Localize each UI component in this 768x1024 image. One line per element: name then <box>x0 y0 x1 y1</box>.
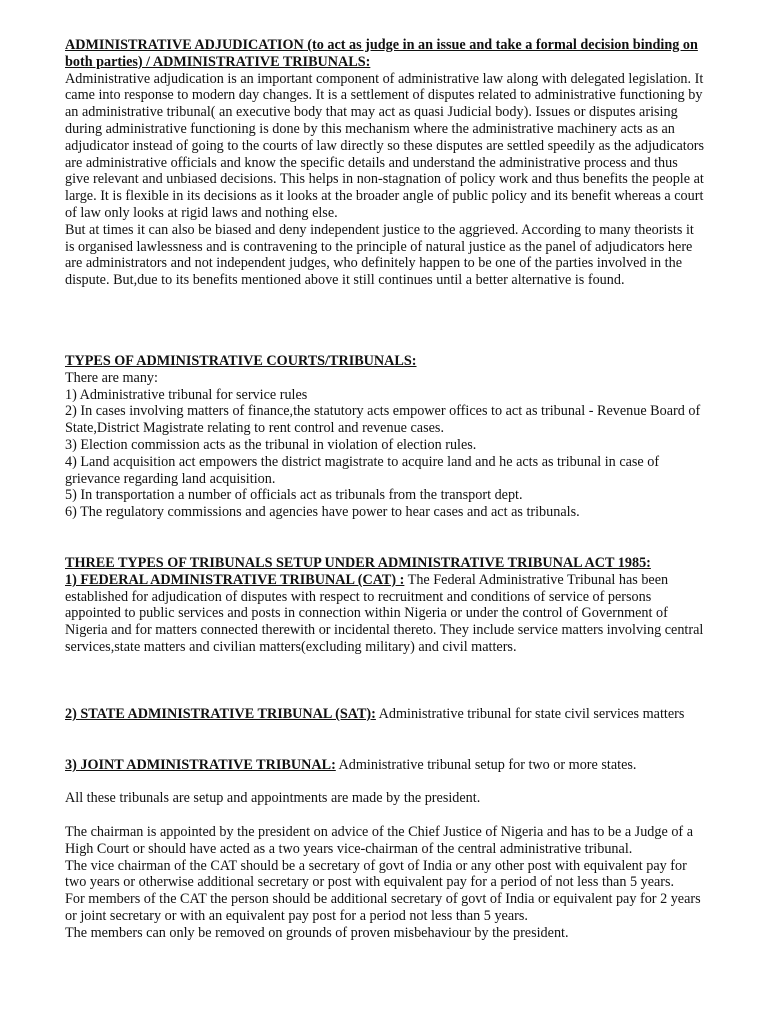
section-administrative-adjudication <box>65 37 705 289</box>
sat-text: Administrative tribunal for state civil services matters <box>375 706 685 722</box>
paragraph-setup: All these tribunals are setup and appointments are made by the president. <box>65 790 481 806</box>
list-item: 2) In cases involving matters of finance,the statutory acts empower offices to act as tribunal - Revenue Board of State,District Magistrate relating to rent control and revenue cases. <box>65 403 701 437</box>
paragraph-members: For members of the CAT the person should be additional secretary of govt of India or equivalent pay for 2 years or joint secretary or with an equivalent pay post for a period not less than 5 years. <box>65 891 701 924</box>
sat-label: 2) STATE ADMINISTRATIVE TRIBUNAL (SAT): <box>65 706 376 722</box>
paragraph-sat <box>65 706 705 723</box>
paragraph-chairman: The chairman is appointed by the president on advice of the Chief Justice of Nigeria and has to be a Judge of a High Court or should have acted as a two years vice-chairman of the central administrative tribunal. <box>65 824 693 857</box>
paragraph: Administrative adjudication is an important component of administrative law along with delegated legislation. It came into response to modern day changes. It is a settlement of disputes related to administrative functioning by an administrative tribunal( an executive body that may act as quasi Judicial body). Issues or disputes arising during administrative functioning is done by this mechanism where the administrative machinery acts as an adjudicator instead of going to the courts of law directly so these disputes are settled speedily as the adjudicators are administrative officials and know the specific details and understand the administrative process and thus give relevant and unbiased decisions. This helps in non-stagnation of policy work and thus benefits the people at large. It is flexible in its decisions as it looks at the broader angle of public policy and its benefit whereas a court of law only looks at rigid laws and nothing else. <box>65 70 705 221</box>
paragraph: But at times it can also be biased and deny independent justice to the aggrieved. According to many theorists it is organised lawlessness and is contravening to the principle of natural justice as the panel of adjudicators here are administrators and not independent judges, who definitely happen to be one of the parties involved in the dispute. But,due to its benefits mentioned above it still continues until a better alternative is found. <box>65 221 694 289</box>
section-types-of-tribunals <box>65 353 705 521</box>
list-item: 4) Land acquisition act empowers the district magistrate to acquire land and he acts as tribunal in case of grievance regarding land acquisition. <box>65 453 660 487</box>
section-heading: TYPES OF ADMINISTRATIVE COURTS/TRIBUNALS: <box>65 353 417 369</box>
paragraph-removal: The members can only be removed on grounds of proven misbehaviour by the president. <box>65 924 569 941</box>
list-item: 3) Election commission acts as the tribunal in violation of election rules. <box>65 436 477 453</box>
paragraph: There are many: <box>65 369 158 386</box>
list-item: 1) Administrative tribunal for service rules <box>65 386 308 403</box>
section-heading: ADMINISTRATIVE ADJUDICATION (to act as judge in an issue and take a formal decision binding on both parties) / ADMINISTRATIVE TRIBUNALS: <box>65 37 698 70</box>
paragraph-cat <box>65 572 705 656</box>
cat-text: The Federal Administrative Tribunal has been established for adjudication of disputes with respect to recruitment and conditions of service of persons appointed to public services and posts in connection within Nigeria or under the control of Government of Nigeria and for matters connected therewith or incidental thereto. They include service matters involving central services,state matters and civilian matters(excluding military) and civil matters. <box>65 571 704 655</box>
list-item: 6) The regulatory commissions and agencies have power to hear cases and act as tribunals. <box>65 504 580 521</box>
paragraph-jat <box>65 757 705 774</box>
list-item: 5) In transportation a number of officials act as tribunals from the transport dept. <box>65 487 523 504</box>
section-heading: THREE TYPES OF TRIBUNALS SETUP UNDER ADMINISTRATIVE TRIBUNAL ACT 1985: <box>65 555 651 571</box>
section-three-types <box>65 555 705 656</box>
cat-label: 1) FEDERAL ADMINISTRATIVE TRIBUNAL (CAT) : <box>65 571 405 588</box>
appointments-block <box>65 824 705 942</box>
jat-text: Administrative tribunal setup for two or more states. <box>335 757 637 773</box>
jat-label: 3) JOINT ADMINISTRATIVE TRIBUNAL: <box>65 757 336 773</box>
paragraph-vice-chairman: The vice chairman of the CAT should be a secretary of govt of India or any other post with equivalent pay for two years or otherwise additional secretary or post with equivalent pay for a period of not less than 5 years. <box>65 857 687 891</box>
